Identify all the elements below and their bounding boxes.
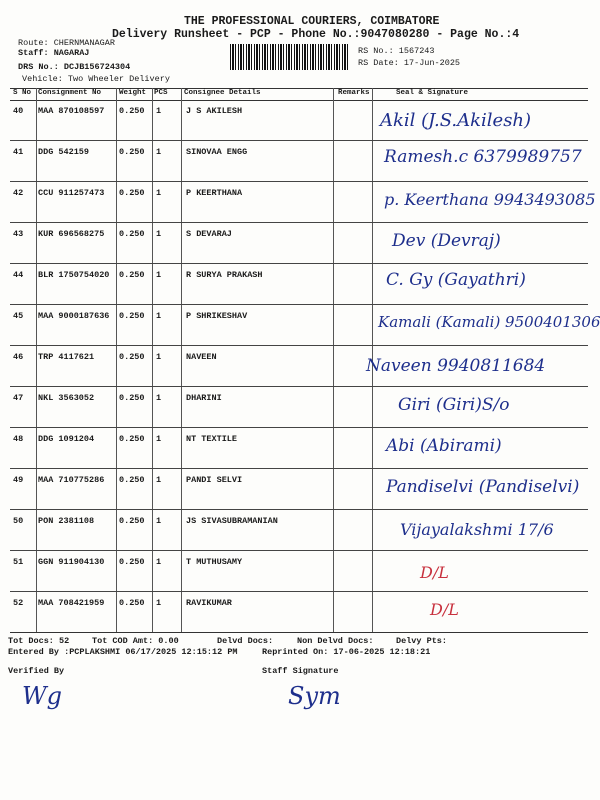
rs-date: RS Date: 17-Jun-2025 <box>358 58 461 68</box>
row-consignment: MAA 710775286 <box>38 475 105 485</box>
row-consignee: SINOVAA ENGG <box>186 147 248 157</box>
verified-by-signature: Wg <box>22 682 63 710</box>
table-row <box>10 264 588 305</box>
table-row <box>10 182 596 223</box>
row-consignment: NKL 3563052 <box>38 393 95 403</box>
row-weight: 0.250 <box>119 352 145 362</box>
row-consignee: DHARINI <box>186 393 222 403</box>
row-sno: 47 <box>13 393 24 403</box>
staff-signature: Sym <box>288 682 341 710</box>
row-weight: 0.250 <box>119 188 145 198</box>
row-consignee: S DEVARAJ <box>186 229 232 239</box>
row-signature: Giri (Giri)S/o <box>398 395 510 415</box>
company-title: THE PROFESSIONAL COURIERS, COIMBATORE <box>184 15 440 28</box>
row-consignment: DDG 542159 <box>38 147 90 157</box>
row-sno: 40 <box>13 106 24 116</box>
row-signature: D/L <box>420 563 449 582</box>
row-weight: 0.250 <box>119 106 145 116</box>
row-consignee: NAVEEN <box>186 352 217 362</box>
row-consignment: MAA 708421959 <box>38 598 105 608</box>
row-sno: 42 <box>13 188 24 198</box>
row-consignee: RAVIKUMAR <box>186 598 232 608</box>
table-row <box>10 428 588 469</box>
col-seal-signature: Seal & Signature <box>396 89 469 97</box>
col-sno: S No <box>13 89 32 97</box>
row-signature: Abi (Abirami) <box>386 436 502 456</box>
row-consignment: KUR 696568275 <box>38 229 105 239</box>
row-sno: 46 <box>13 352 24 362</box>
table-row <box>10 551 588 592</box>
row-signature: Dev (Devraj) <box>392 231 501 251</box>
row-consignee: T MUTHUSAMY <box>186 557 243 567</box>
table-row <box>10 469 588 510</box>
row-pcs: 1 <box>156 270 162 280</box>
delivered-docs: Delvd Docs: <box>217 636 274 646</box>
col-consignment: Consignment No <box>38 89 102 97</box>
row-signature: p. Keerthana 9943493085 <box>384 190 596 209</box>
row-pcs: 1 <box>156 147 162 157</box>
row-pcs: 1 <box>156 352 162 362</box>
col-weight: Weight <box>119 89 147 97</box>
row-sno: 52 <box>13 598 24 608</box>
table-row <box>10 592 588 633</box>
row-weight: 0.250 <box>119 270 145 280</box>
drs-number: DRS No.: DCJB156724304 <box>18 62 131 72</box>
non-delivered-docs: Non Delvd Docs: <box>297 636 374 646</box>
row-sno: 48 <box>13 434 24 444</box>
row-sno: 44 <box>13 270 24 280</box>
row-consignment: MAA 9000187636 <box>38 311 110 321</box>
barcode-image <box>230 44 350 70</box>
rs-number: RS No.: 1567243 <box>358 46 435 56</box>
runsheet-subtitle: Delivery Runsheet - PCP - Phone No.:9047080280 - Page No.:4 <box>112 28 520 41</box>
row-pcs: 1 <box>156 516 162 526</box>
row-consignment: PON 2381108 <box>38 516 95 526</box>
row-signature: Akil (J.S.Akilesh) <box>380 110 532 131</box>
table-row <box>10 141 588 182</box>
total-docs: Tot Docs: 52 <box>8 636 70 646</box>
row-signature: Vijayalakshmi 17/6 <box>400 520 554 539</box>
row-weight: 0.250 <box>119 311 145 321</box>
row-signature: Pandiselvi (Pandiselvi) <box>386 477 580 497</box>
row-sno: 50 <box>13 516 24 526</box>
row-consignee: JS SIVASUBRAMANIAN <box>186 516 278 526</box>
row-signature: Naveen 9940811684 <box>366 356 546 376</box>
row-signature: D/L <box>430 600 459 619</box>
row-consignment: MAA 870108597 <box>38 106 105 116</box>
verified-by-label: Verified By <box>8 666 65 676</box>
delivery-points: Delvy Pts: <box>396 636 448 646</box>
row-weight: 0.250 <box>119 147 145 157</box>
total-cod-amount: Tot COD Amt: 0.00 <box>92 636 179 646</box>
row-weight: 0.250 <box>119 557 145 567</box>
table-row <box>10 305 600 346</box>
row-sno: 51 <box>13 557 24 567</box>
table-row <box>10 346 588 387</box>
route-label: Route: CHERNMANAGAR <box>18 38 115 48</box>
row-weight: 0.250 <box>119 229 145 239</box>
row-consignee: PANDI SELVI <box>186 475 243 485</box>
row-pcs: 1 <box>156 557 162 567</box>
row-weight: 0.250 <box>119 434 145 444</box>
row-sno: 49 <box>13 475 24 485</box>
row-pcs: 1 <box>156 475 162 485</box>
row-pcs: 1 <box>156 434 162 444</box>
row-sno: 43 <box>13 229 24 239</box>
row-pcs: 1 <box>156 311 162 321</box>
row-consignee: P SHRIKESHAV <box>186 311 248 321</box>
col-consignee: Consignee Details <box>184 89 261 97</box>
table-row <box>10 510 588 551</box>
row-consignee: J S AKILESH <box>186 106 243 116</box>
row-pcs: 1 <box>156 393 162 403</box>
entered-by: Entered By :PCPLAKSHMI 06/17/2025 12:15:12 PM <box>8 647 238 657</box>
row-consignment: TRP 4117621 <box>38 352 95 362</box>
row-consignment: DDG 1091204 <box>38 434 95 444</box>
row-consignee: P KEERTHANA <box>186 188 243 198</box>
row-sno: 45 <box>13 311 24 321</box>
row-pcs: 1 <box>156 598 162 608</box>
row-consignment: CCU 911257473 <box>38 188 105 198</box>
row-weight: 0.250 <box>119 475 145 485</box>
row-consignee: NT TEXTILE <box>186 434 238 444</box>
vehicle-label: Vehicle: Two Wheeler Delivery <box>22 74 170 84</box>
row-signature: Ramesh.c 6379989757 <box>384 147 582 167</box>
row-signature: Kamali (Kamali) 9500401306 <box>378 313 600 331</box>
table-row <box>10 387 588 428</box>
col-remarks: Remarks <box>338 89 370 97</box>
row-weight: 0.250 <box>119 393 145 403</box>
row-signature: C. Gy (Gayathri) <box>386 270 526 290</box>
row-pcs: 1 <box>156 106 162 116</box>
row-consignment: GGN 911904130 <box>38 557 105 567</box>
row-weight: 0.250 <box>119 598 145 608</box>
reprinted-on: Reprinted On: 17-06-2025 12:18:21 <box>262 647 431 657</box>
staff-signature-label: Staff Signature <box>262 666 339 676</box>
row-consignment: BLR 1750754020 <box>38 270 110 280</box>
row-weight: 0.250 <box>119 516 145 526</box>
row-consignee: R SURYA PRAKASH <box>186 270 263 280</box>
row-sno: 41 <box>13 147 24 157</box>
table-header <box>10 88 588 100</box>
table-row <box>10 100 588 141</box>
row-pcs: 1 <box>156 229 162 239</box>
row-pcs: 1 <box>156 188 162 198</box>
staff-label: Staff: NAGARAJ <box>18 48 90 58</box>
col-pcs: PCS <box>154 89 168 97</box>
table-row <box>10 223 588 264</box>
